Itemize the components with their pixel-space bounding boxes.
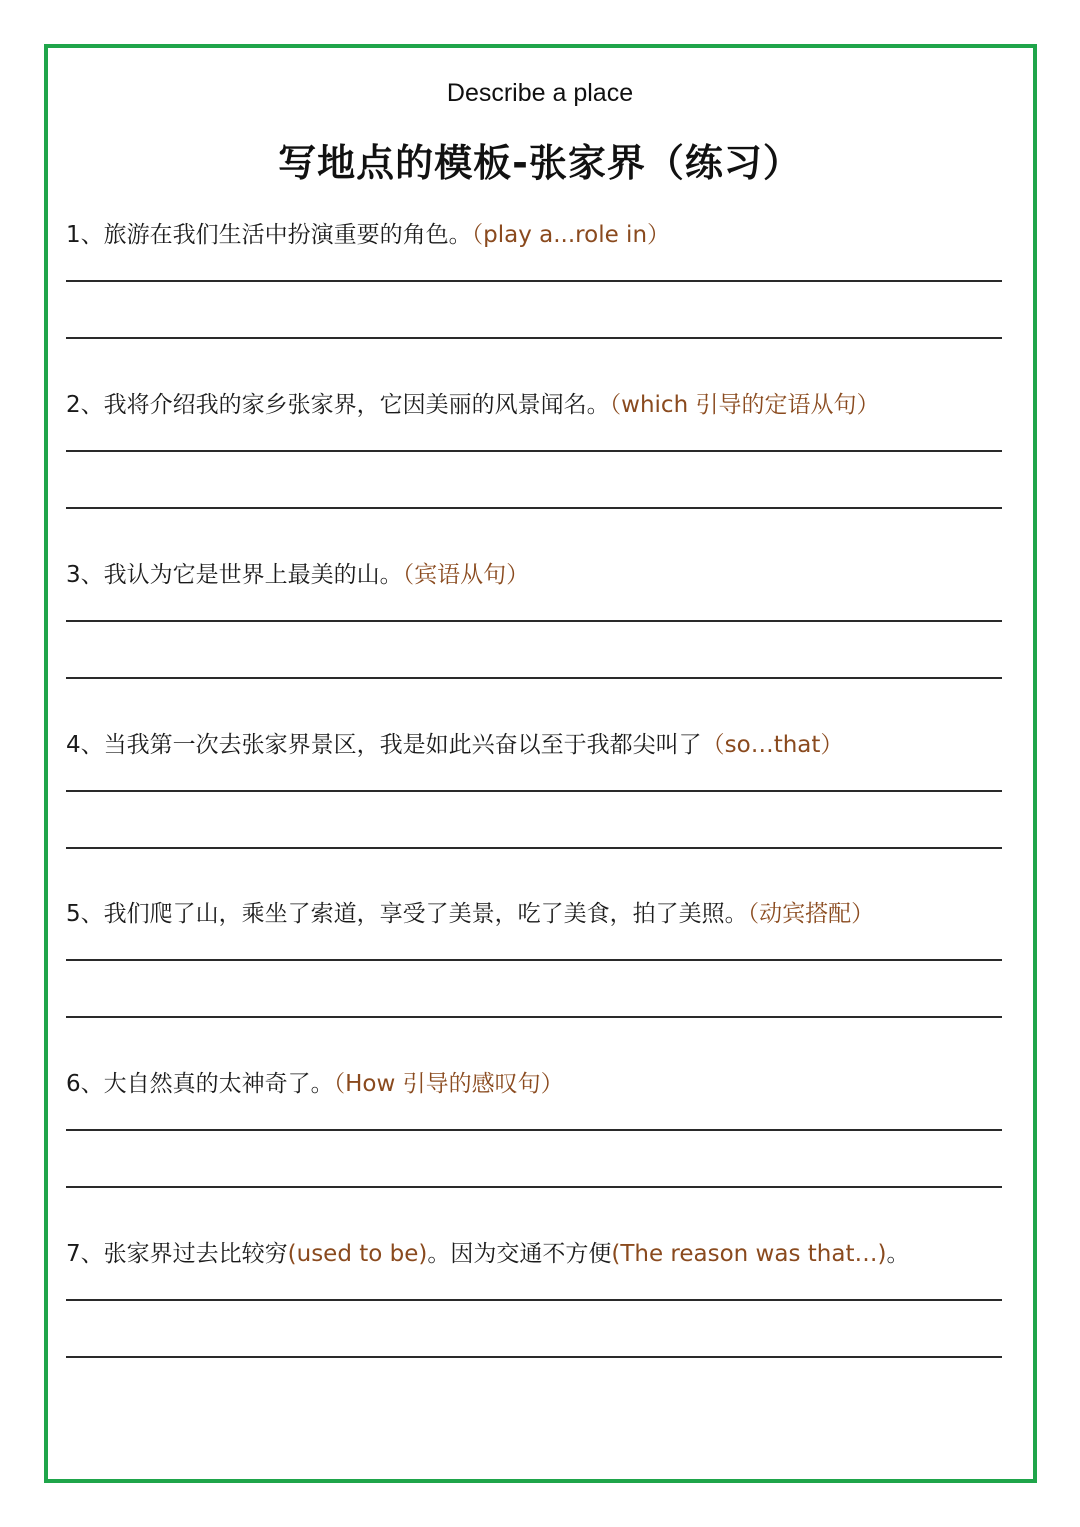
question-text: 、张家界过去比较穷	[80, 1241, 288, 1267]
question-prompt	[66, 896, 1006, 932]
question-4	[66, 727, 1006, 763]
question-prompt	[66, 387, 1006, 423]
question-number: 5	[66, 901, 81, 927]
question-hint: （which 引导的定语从句）	[609, 392, 880, 418]
answer-line[interactable]	[66, 677, 1002, 679]
question-prompt	[66, 217, 1006, 253]
answer-line[interactable]	[66, 1356, 1002, 1358]
answer-line[interactable]	[66, 790, 1002, 792]
answer-line[interactable]	[66, 1299, 1002, 1301]
question-text: 、我将介绍我的家乡张家界，它因美丽的风景闻名。	[80, 392, 610, 418]
answer-line[interactable]	[66, 959, 1002, 961]
answer-line[interactable]	[66, 507, 1002, 509]
page-subtitle: Describe a place	[446, 79, 634, 107]
question-3	[66, 557, 1006, 593]
question-text-end: 。	[886, 1241, 910, 1267]
question-text: 、当我第一次去张家界景区，我是如此兴奋以至于我都尖叫了	[80, 732, 702, 758]
question-text: 、大自然真的太神奇了。	[80, 1071, 334, 1097]
answer-line[interactable]	[66, 847, 1002, 849]
answer-line[interactable]	[66, 1129, 1002, 1131]
question-2	[66, 387, 1006, 423]
question-hint-2: (The reason was that…)	[611, 1241, 887, 1267]
question-prompt	[66, 727, 1006, 763]
answer-line[interactable]	[66, 1186, 1002, 1188]
question-number: 6	[66, 1071, 81, 1097]
question-number: 7	[66, 1241, 81, 1267]
answer-line[interactable]	[66, 280, 1002, 282]
question-1	[66, 217, 1006, 253]
question-text-continued: 。因为交通不方便	[427, 1241, 612, 1267]
question-hint: （动宾搭配）	[747, 901, 875, 927]
question-number: 1	[66, 222, 81, 248]
question-hint: （宾语从句）	[402, 562, 530, 588]
answer-line[interactable]	[66, 1016, 1002, 1018]
answer-line[interactable]	[66, 620, 1002, 622]
question-prompt	[66, 557, 1006, 593]
question-number: 2	[66, 392, 81, 418]
question-hint: （play a...role in）	[471, 222, 671, 248]
answer-line[interactable]	[66, 450, 1002, 452]
question-hint: （so…that）	[701, 732, 844, 758]
question-hint: (used to be)	[287, 1241, 428, 1267]
question-number: 3	[66, 562, 81, 588]
question-text: 、我们爬了山，乘坐了索道，享受了美景，吃了美食，拍了美照。	[80, 901, 748, 927]
question-6	[66, 1066, 1006, 1102]
question-hint: （How 引导的感叹句）	[333, 1071, 564, 1097]
question-7	[66, 1236, 1006, 1272]
page-title: 写地点的模板-张家界（练习）	[278, 141, 802, 185]
question-5	[66, 896, 1006, 932]
question-text: 、我认为它是世界上最美的山。	[80, 562, 403, 588]
question-prompt	[66, 1236, 1006, 1272]
question-number: 4	[66, 732, 81, 758]
answer-line[interactable]	[66, 337, 1002, 339]
question-prompt	[66, 1066, 1006, 1102]
question-text: 、旅游在我们生活中扮演重要的角色。	[80, 222, 472, 248]
